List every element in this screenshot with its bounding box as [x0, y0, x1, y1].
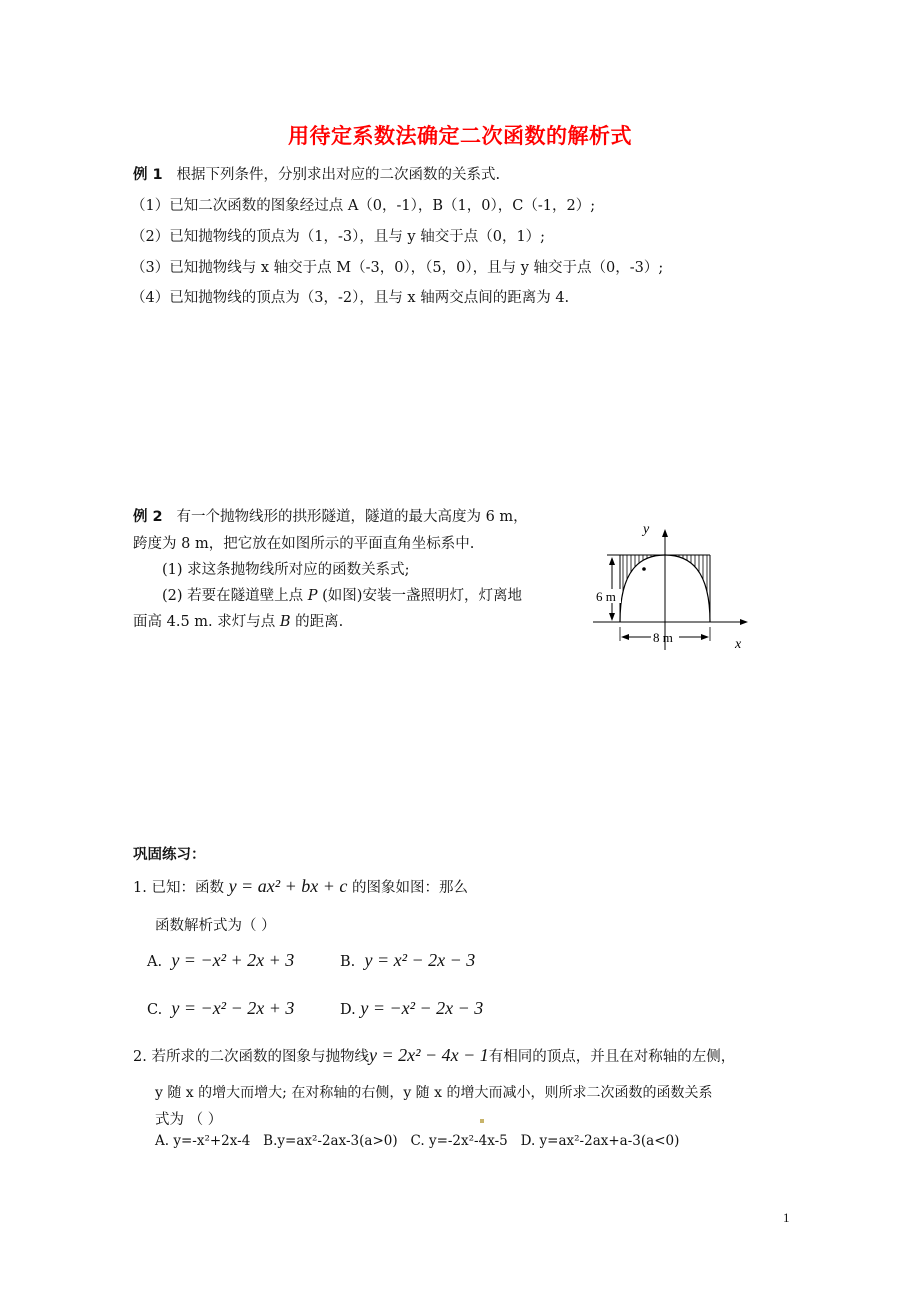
- q2-option-a: y=-x²+2x-4: [173, 1133, 251, 1149]
- tunnel-figure: [585, 515, 760, 655]
- example1-intro-line: [133, 163, 500, 184]
- example2-text: 有一个抛物线形的拱形隧道，隧道的最大高度为 6 m，: [176, 509, 528, 525]
- y-axis-label: y: [643, 522, 650, 537]
- q2-option-b: y=ax²-2ax-3(a>0): [277, 1133, 398, 1149]
- option-label: D.: [340, 1002, 356, 1018]
- arrow-left-icon: [621, 634, 629, 640]
- option-formula: y = −x² + 2x + 3: [171, 950, 295, 970]
- option-label: D.: [520, 1133, 536, 1149]
- practice-q2-line2: y 随 x 的增大而增大; 在对称轴的右侧，y 随 x 的增大而减小，则所求二次函数的函数关系: [155, 1085, 713, 1101]
- arrow-right-icon: [701, 634, 709, 640]
- x-axis-label: x: [735, 637, 742, 652]
- example2-question2: [162, 584, 522, 605]
- practice-q1-line2: 函数解析式为（ ）: [155, 918, 276, 934]
- example2-question1: (1) 求这条抛物线所对应的函数关系式;: [162, 562, 410, 578]
- option-formula: y = −x² − 2x + 3: [171, 998, 295, 1018]
- example1-item: （3）已知抛物线与 x 轴交于点 M（-3，0），（5，0），且与 y 轴交于点（0，-3）;: [131, 260, 664, 276]
- q1-option-d: [340, 998, 483, 1019]
- q1-option-c: [147, 998, 294, 1019]
- q2-text-pre: (2) 若要在隧道壁上点: [162, 588, 308, 604]
- q1-option-a: [147, 950, 294, 971]
- practice-q2-line3: 式为 （ ）: [155, 1112, 223, 1128]
- option-label: A.: [147, 954, 163, 970]
- q1-text-pre: 已知：函数: [151, 880, 224, 896]
- option-formula: y = −x² − 2x − 3: [360, 998, 484, 1018]
- stray-mark: [480, 1119, 484, 1123]
- point-p: [642, 567, 646, 571]
- example1-item: （4）已知抛物线的顶点为（3，-2），且与 x 轴两交点间的距离为 4.: [131, 290, 570, 306]
- example2-line1: [133, 505, 528, 526]
- y-axis-arrow-icon: [662, 529, 668, 537]
- page-title: 用待定系数法确定二次函数的解析式: [288, 124, 632, 148]
- span-label: 8 m: [653, 630, 673, 645]
- example2-label: 例 2: [133, 509, 163, 525]
- practice-q2-line1: [133, 1045, 735, 1066]
- q1-number: 1.: [133, 880, 147, 896]
- example1-item: （2）已知抛物线的顶点为（1，-3），且与 y 轴交于点（0，1）;: [131, 229, 546, 245]
- x-axis-arrow-icon: [740, 619, 748, 625]
- option-label: A.: [155, 1133, 170, 1149]
- example1-intro: 根据下列条件，分别求出对应的二次函数的关系式.: [176, 167, 501, 183]
- example1-item: （1）已知二次函数的图象经过点 A（0，-1），B（1，0），C（-1，2）;: [131, 198, 596, 214]
- practice-q2-options: [155, 1133, 679, 1149]
- q2-text-post: 有相同的顶点，并且在对称轴的左侧，: [488, 1049, 736, 1065]
- point-p-label: P: [307, 588, 318, 604]
- q2-formula: y = 2x² − 4x − 1: [368, 1045, 489, 1065]
- example2-line5: [133, 610, 343, 631]
- q2-text-post: (如图)安装一盏照明灯，灯离地: [317, 588, 522, 604]
- arrow-down-icon: [609, 613, 615, 621]
- practice-q1-line1: [133, 876, 468, 897]
- q1-text-post: 的图象如图：那么: [351, 880, 468, 896]
- height-label: 6 m: [596, 589, 616, 604]
- option-formula: y = x² − 2x − 3: [364, 950, 476, 970]
- q2-text-pre: 若所求的二次函数的图象与抛物线: [151, 1049, 369, 1065]
- q2-option-c: y=-2x²-4x-5: [428, 1133, 508, 1149]
- practice-heading: 巩固练习：: [133, 847, 206, 863]
- option-label: B.: [340, 954, 356, 970]
- example2-line2: 跨度为 8 m，把它放在如图所示的平面直角坐标系中.: [133, 536, 475, 552]
- option-label: B.: [263, 1133, 278, 1149]
- q2-option-d: y=ax²-2ax+a-3(a<0): [539, 1133, 680, 1149]
- option-label: C.: [147, 1002, 163, 1018]
- q1-formula: y = ax² + bx + c: [228, 876, 348, 896]
- q2-number: 2.: [133, 1049, 147, 1065]
- line5-text-pre: 面高 4.5 m. 求灯与点: [133, 614, 280, 630]
- point-b-label: B: [279, 614, 291, 630]
- option-label: C.: [410, 1133, 425, 1149]
- arrow-up-icon: [609, 557, 615, 565]
- page-number: 1: [783, 1210, 790, 1225]
- q1-option-b: [340, 950, 475, 971]
- line5-text-post: 的距离.: [290, 614, 344, 630]
- example1-label: 例 1: [133, 167, 163, 183]
